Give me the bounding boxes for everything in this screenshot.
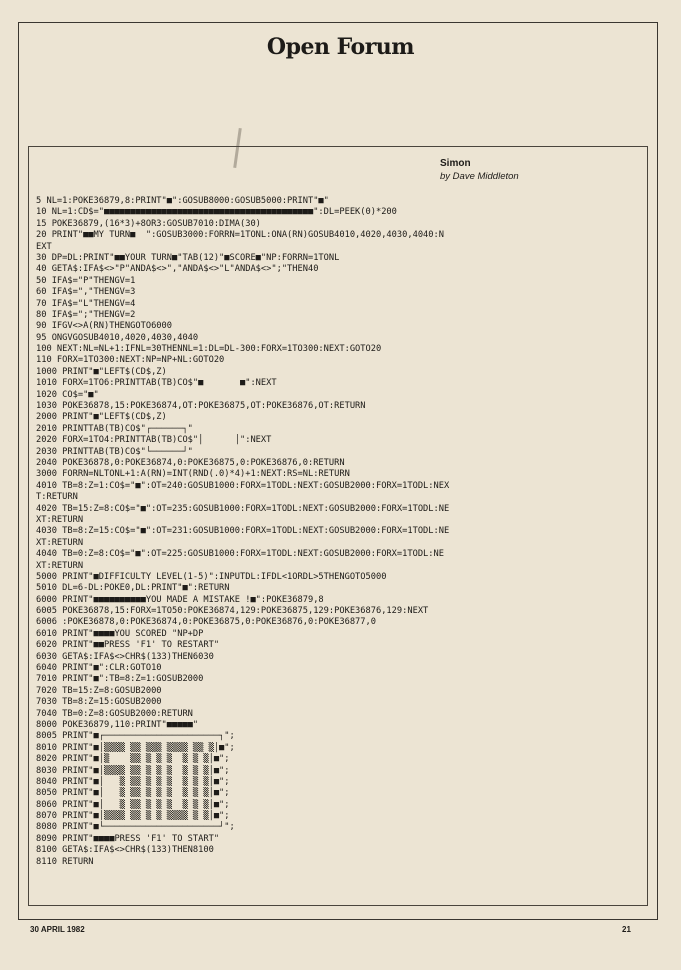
listing-line: 8110 RETURN [36,856,94,867]
listing-line: 8070 PRINT"■│▒▒▒▒ ▒▒ ▒ ▒ ▒▒▒▒ ▒ ▒│■"; [36,811,230,822]
listing-line: 60 IFA$=","THENGV=3 [36,287,136,298]
listing-line: 80 IFA$=";"THENGV=2 [36,309,136,320]
listing-line: 50 IFA$="P"THENGV=1 [36,275,136,286]
listing-line: 2040 POKE36878,0:POKE36874,0:POKE36875,0:POKE36876,0:RETURN [36,457,345,468]
program-title: Simon [440,158,471,169]
listing-line: 95 ONGVGOSUB4010,4020,4030,4040 [36,332,199,343]
listing-line: 100 NEXT:NL=NL+1:IFNL=30THENNL=1:DL=DL-300:FORX=1TO300:NEXT:GOTO20 [36,344,382,355]
listing-line: XT:RETURN [36,560,84,571]
listing-line: 2020 FORX=1TO4:PRINTTAB(TB)CO$"│ │":NEXT [36,435,272,446]
listing-line: 8010 PRINT"■│▒▒▒▒ ▒▒ ▒▒▒ ▒▒▒▒ ▒▒ ▒│■"; [36,742,235,753]
listing-line: 4010 TB=8:Z=1:CO$="■":OT=240:GOSUB1000:FORX=1TODL:NEXT:GOSUB2000:FORX=1TODL:NEX [36,480,450,491]
listing-line: 1020 CO$="■" [36,389,99,400]
listing-line: 5 NL=1:POKE36879,8:PRINT"■":GOSUB8000:GOSUB5000:PRINT"■" [36,196,329,206]
listing-line: XT:RETURN [36,514,84,525]
listing-line: 7010 PRINT"■":TB=8:Z=1:GOSUB2000 [36,674,204,685]
listing-line: 110 FORX=1TO300:NEXT:NP=NP+NL:GOTO20 [36,355,225,366]
listing-line: 7020 TB=15:Z=8:GOSUB2000 [36,685,162,696]
listing-line: 8090 PRINT"■■■■PRESS 'F1' TO START" [36,833,220,844]
listing-line: 4040 TB=0:Z=8:CO$="■":OT=225:GOSUB1000:FORX=1TODL:NEXT:GOSUB2000:FORX=1TODL:NE [36,549,444,560]
listing-line: 15 POKE36879,(16*3)+8OR3:GOSUB7010:DIMA(30) [36,218,261,229]
listing-line: 30 DP=DL:PRINT"■■YOUR TURN■"TAB(12)"■SCORE■"NP:FORRN=1TONL [36,252,340,263]
listing-line: 20 PRINT"■■MY TURN■ ":GOSUB3000:FORRN=1TONL:ONA(RN)GOSUB4010,4020,4030,4040:N [36,230,444,241]
listing-line: 6010 PRINT"■■■■YOU SCORED "NP+DP [36,628,204,639]
listing-line: EXT [36,241,52,252]
listing-line: 2010 PRINTTAB(TB)CO$"┌──────┐" [36,423,193,434]
listing-line: 90 IFGV<>A(RN)THENGOTO6000 [36,321,172,332]
listing-line: 4020 TB=15:Z=8:CO$="■":OT=235:GOSUB1000:FORX=1TODL:NEXT:GOSUB2000:FORX=1TODL:NE [36,503,450,514]
listing-line: 5010 DL=6-DL:POKE0,DL:PRINT"■":RETURN [36,583,230,594]
listing-line: 8000 POKE36879,110:PRINT"■■■■■" [36,719,199,730]
program-author: by Dave Middleton [440,171,519,182]
listing-line: 8100 GETA$:IFA$<>CHR$(133)THEN8100 [36,845,214,856]
listing-line: 8080 PRINT"■└──────────────────────┘"; [36,822,235,833]
listing-line: 4030 TB=8:Z=15:CO$="■":OT=231:GOSUB1000:FORX=1TODL:NEXT:GOSUB2000:FORX=1TODL:NE [36,526,450,537]
listing-line: 7030 TB=8:Z=15:GOSUB2000 [36,697,162,708]
listing-line: 40 GETA$:IFA$<>"P"ANDA$<>","ANDA$<>"L"ANDA$<>";"THEN40 [36,264,319,275]
listing-line: 8005 PRINT"■┌──────────────────────┐"; [36,731,235,742]
basic-listing [36,196,636,868]
listing-line: 6040 PRINT"■":CLR:GOTO10 [36,663,162,674]
listing-line: 1030 POKE36878,15:POKE36874,OT:POKE36875,OT:POKE36876,OT:RETURN [36,401,366,412]
listing-line: 6030 GETA$:IFA$<>CHR$(133)THEN6030 [36,651,214,662]
listing-line: 6005 POKE36878,15:FORX=1TO50:POKE36874,129:POKE36875,129:POKE36876,129:NEXT [36,606,429,617]
listing-line: 1010 FORX=1TO6:PRINTTAB(TB)CO$"■ ■":NEXT [36,378,277,389]
listing-line: 6020 PRINT"■■PRESS 'F1' TO RESTART" [36,640,220,651]
listing-line: 6000 PRINT"■■■■■■■■■■YOU MADE A MISTAKE !■":POKE36879,8 [36,594,324,605]
listing-line: 7040 TB=0:Z=8:GOSUB2000:RETURN [36,708,193,719]
listing-line: 8030 PRINT"■│▒▒▒▒ ▒▒ ▒ ▒ ▒ ▒ ▒ ▒│■"; [36,765,230,776]
listing-line: T:RETURN [36,492,78,503]
listing-line: 3000 FORRN=NLTONL+1:A(RN)=INT(RND(.0)*4)+1:NEXT:RS=NL:RETURN [36,469,350,480]
listing-line: 8020 PRINT"■│▒ ▒▒ ▒ ▒ ▒ ▒ ▒ ▒│■"; [36,754,230,765]
listing-line: 8050 PRINT"■│ ▒ ▒▒ ▒ ▒ ▒ ▒ ▒ ▒│■"; [36,788,230,799]
footer-page-number: 21 [622,925,631,934]
listing-line: 8060 PRINT"■│ ▒ ▒▒ ▒ ▒ ▒ ▒ ▒ ▒│■"; [36,799,230,810]
section-title: Open Forum [266,34,415,60]
listing-line: 2000 PRINT"■"LEFT$(CD$,Z) [36,412,167,423]
listing-line: 10 NL=1:CD$="■■■■■■■■■■■■■■■■■■■■■■■■■■■■■■■■■■■■■■■■":DL=PEEK(0)*200 [36,207,397,218]
listing-line: 5000 PRINT"■DIFFICULTY LEVEL(1-5)":INPUTDL:IFDL<1ORDL>5THENGOTO5000 [36,571,387,582]
listing-line: 2030 PRINTTAB(TB)CO$"└──────┘" [36,446,193,457]
listing-line: XT:RETURN [36,537,84,548]
listing-line: 8040 PRINT"■│ ▒ ▒▒ ▒ ▒ ▒ ▒ ▒ ▒│■"; [36,776,230,787]
listing-line: 1000 PRINT"■"LEFT$(CD$,Z) [36,366,167,377]
listing-line: 6006 :POKE36878,0:POKE36874,0:POKE36875,0:POKE36876,0:POKE36877,0 [36,617,376,628]
footer-date: 30 APRIL 1982 [30,925,85,934]
listing-line: 70 IFA$="L"THENGV=4 [36,298,136,309]
